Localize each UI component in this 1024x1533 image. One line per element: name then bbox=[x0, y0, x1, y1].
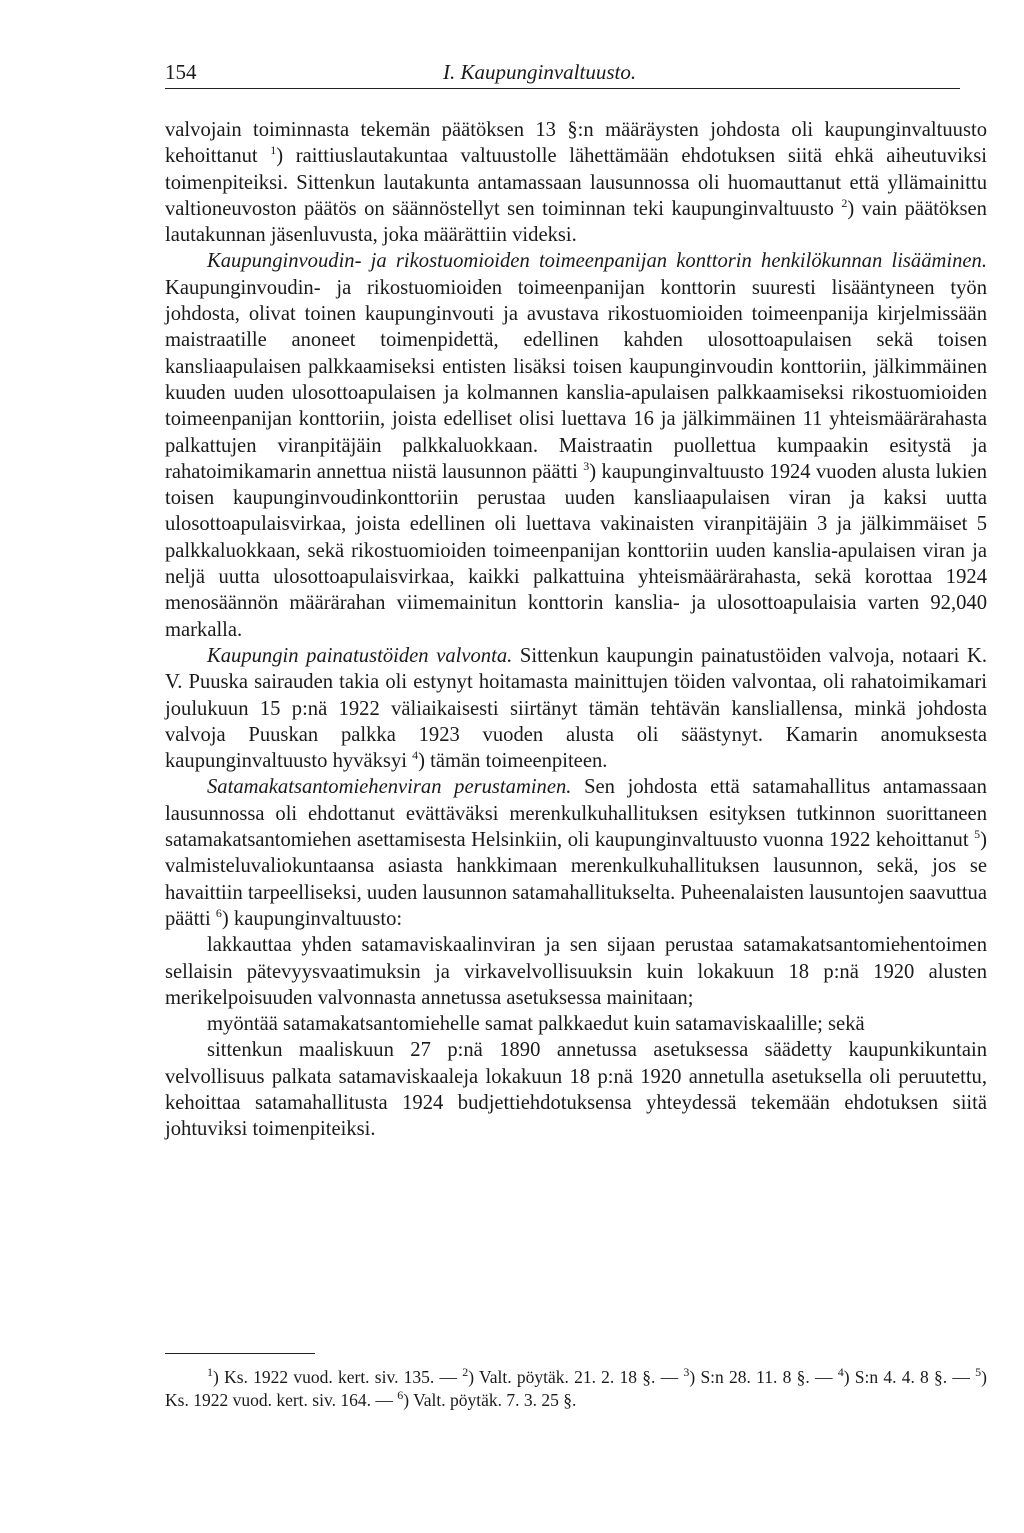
footnote-number: 2 bbox=[462, 1365, 469, 1380]
footnote-text: ) Ks. 1922 vuod. kert. siv. 164. — bbox=[165, 1367, 987, 1410]
text-run: ) kaupunginvaltuusto 1924 vuoden alusta lukien toisen kaupunginvoudinkonttoriin perustaa uuden kansliaapulaisen viran ja kaksi uutta ulosottoapulaisvirkaa, joista edellinen oli luettava vakinaisten viranpitäjäin 3 ja jälkimmäiset 5 palkkaluokkaan, sekä rikostuomioiden toimeenpanijan konttoriin uuden kanslia-apulaisen viran ja neljä uutta ulosottoapulaisvirkaa, kaikki palkattuina yhteismäärärahasta, sekä korottaa 1924 menosäännön määrärahan viimemainitun konttorin kanslia- ja ulosottoapulaisia varten 92,040 markalla. bbox=[165, 460, 987, 641]
text-run: Kaupunginvoudin- ja rikostuomioiden toimeenpanijan konttorin suuresti lisääntyneen työn johdosta, olivat toinen kaupunginvouti ja avustava rikostuomioiden toimeenpanija kirjelmissään maistraatille anoneet toimenpidettä, edellinen kahden ulosottoapulaisen sekä toisen kansliaapulaisen palkkaamiseksi entisten lisäksi toisen kaupunginvoudin konttoriin, jälkimmäinen kuuden uuden ulosottoapulaisen ja kolmannen kanslia-apulaisen palkkaamiseksi rikostuomioiden toimeenpanijan konttoriin, joista edelliset olisi luettava 16 ja jälkimmäinen 11 yhteismäärärahasta palkattujen viranpitäjäin palkkaluokkaan. Maistraatin puollettua kumpaakin esitystä ja rahatoimikamarin annettua niistä lausunnon päätti bbox=[165, 276, 987, 483]
text-run: ) vain päätöksen lautakunnan jäsenluvusta, joka määrättiin videksi. bbox=[165, 197, 987, 247]
footnote-line bbox=[165, 1366, 987, 1412]
running-header bbox=[165, 56, 960, 89]
paragraph-painatustyot bbox=[165, 643, 987, 774]
text-run: ) kaupunginvaltuusto: bbox=[221, 907, 403, 930]
footnote-ref: 4 bbox=[412, 748, 419, 763]
footnote-text: ) Valt. pöytäk. 7. 3. 25 §. bbox=[403, 1390, 577, 1410]
decision-clause: myöntää satamakatsantomiehelle samat palkkaedut kuin satamaviskaalille; sekä bbox=[207, 1013, 865, 1036]
footnote-number: 3 bbox=[683, 1365, 690, 1380]
page-number: 154 bbox=[165, 60, 197, 84]
decision-clause: lakkauttaa yhden satamaviskaalinviran ja sen sijaan perustaa satamakatsantomiehentoimen sellaisin pätevyysvaatimuksin ja virkavelvollisuuksin kuin lokakuun 18 p:nä 1920 alusten merikelpoisuuden valvonnasta annetussa asetuksessa mainitaan; bbox=[165, 934, 987, 1009]
text-run: Sittenkun kaupungin painatustöiden valvoja, notaari K. V. Puuska sairauden takia oli estynyt hoitamasta mainittujen töiden valvontaa, oli rahatoimikamari joulukuun 15 p:nä 1922 väliaikaisesti siirtänyt tämän tehtävän kansliallensa, minkä johdosta valvoja Puuskan palkka 1923 vuoden alusta oli säästynyt. Kamarin anomuksesta kaupunginvaltuusto hyväksyi bbox=[165, 644, 988, 773]
section-heading: Kaupunginvoudin- ja rikostuomioiden toimeenpanijan konttorin henkilökunnan lisääminen. bbox=[207, 250, 987, 273]
footnote-text: ) S:n 28. 11. 8 §. — bbox=[689, 1367, 838, 1387]
footnote-ref: 2 bbox=[841, 196, 848, 211]
section-heading: Satamakatsantomiehenviran perustaminen. bbox=[207, 776, 572, 799]
footnote-ref: 5 bbox=[974, 827, 981, 842]
decision-clause: sittenkun maaliskuun 27 p:nä 1890 annetussa asetuksessa säädetty kaupunkikuntain velvollisuus palkata satamaviskaaleja lokakuun 18 p:nä 1920 annetulla asetuksella oli peruutettu, kehoittaa satamahallitusta 1924 budjettiehdotuksensa yhteydessä tekemään ehdotuksen siitä johtuviksi toimenpiteiksi. bbox=[165, 1039, 987, 1141]
footnote-ref: 1 bbox=[270, 143, 277, 158]
footnotes bbox=[165, 1366, 987, 1412]
paragraph-satamakatsantomies bbox=[165, 774, 987, 932]
footnote-text: ) Valt. pöytäk. 21. 2. 18 §. — bbox=[468, 1367, 684, 1387]
footnote-divider bbox=[165, 1353, 315, 1354]
footnote-ref: 6 bbox=[215, 906, 222, 921]
text-run: Sen johdosta että satamahallitus antamassaan lausunnossa oli ehdottanut evättäväksi merenkulkuhallituksen esityksen tutkinnon suorittaneen satamakatsantomiehen asettamisesta Helsinkiin, oli kaupunginvaltuusto vuonna 1922 kehoittanut bbox=[165, 776, 987, 852]
text-run: valvojain toiminnasta tekemän päätöksen 13 §:n määräysten johdosta oli kaupunginvaltuusto kehoittanut bbox=[165, 119, 987, 168]
footnote-number: 5 bbox=[975, 1365, 982, 1380]
text-run: ) valmisteluvaliokuntaansa asiasta hankkimaan merenkulkuhallituksen lausunnon, sekä, jos se havaittiin tarpeelliseksi, uuden lausunnon satamahallitukselta. Puheenalaisten lausuntojen saavuttua päätti bbox=[165, 829, 987, 930]
footnote-number: 4 bbox=[837, 1365, 844, 1380]
body-text bbox=[165, 117, 987, 1143]
paragraph-continuation bbox=[165, 117, 987, 248]
footnote-text: ) Ks. 1922 vuod. kert. siv. 135. — bbox=[213, 1367, 463, 1387]
paragraph-henkilokunta bbox=[165, 248, 987, 642]
footnote-number: 1 bbox=[207, 1365, 213, 1380]
footnote-ref: 3 bbox=[583, 459, 590, 473]
section-heading: Kaupungin painatustöiden valvonta. bbox=[207, 644, 513, 667]
footnote-text: ) S:n 4. 4. 8 §. — bbox=[843, 1367, 976, 1387]
text-run: ) raittiuslautakuntaa valtuustolle lähettämään ehdotuksen siitä ehkä aiheutuviksi toimenpiteiksi. Sittenkun lautakunta antamassaan lausunnossa oli huomauttanut että yllämainittu valtioneuvoston päätös on säännöstellyt sen toiminnan teki kaupunginvaltuusto bbox=[165, 145, 987, 220]
footnote-number: 6 bbox=[397, 1388, 404, 1403]
running-title: I. Kaupunginvaltuusto. bbox=[443, 60, 637, 84]
text-run: ) tämän toimeenpiteen. bbox=[418, 750, 608, 773]
